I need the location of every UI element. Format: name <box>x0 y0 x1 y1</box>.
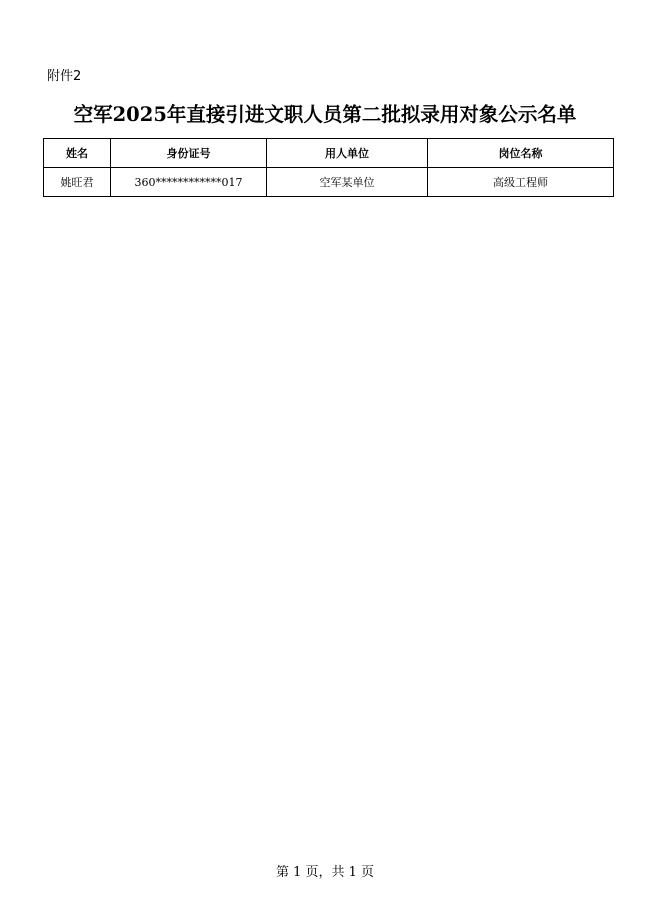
table-header-row <box>44 139 614 168</box>
header-employer: 用人单位 <box>267 139 428 168</box>
table-row <box>44 168 614 197</box>
cell-position: 高级工程师 <box>428 168 614 197</box>
attachment-label: 附件2 <box>47 69 82 84</box>
header-position: 岗位名称 <box>428 139 614 168</box>
document-title: 空军2025年直接引进文职人员第二批拟录用对象公示名单 <box>73 103 577 126</box>
header-name: 姓名 <box>44 139 111 168</box>
cell-id-number: 360************017 <box>111 168 267 197</box>
cell-name: 姚旺君 <box>44 168 111 197</box>
header-id-number: 身份证号 <box>111 139 267 168</box>
cell-employer: 空军某单位 <box>267 168 428 197</box>
page-footer: 第 1 页，共 1 页 <box>275 865 375 880</box>
candidate-table <box>43 138 614 197</box>
